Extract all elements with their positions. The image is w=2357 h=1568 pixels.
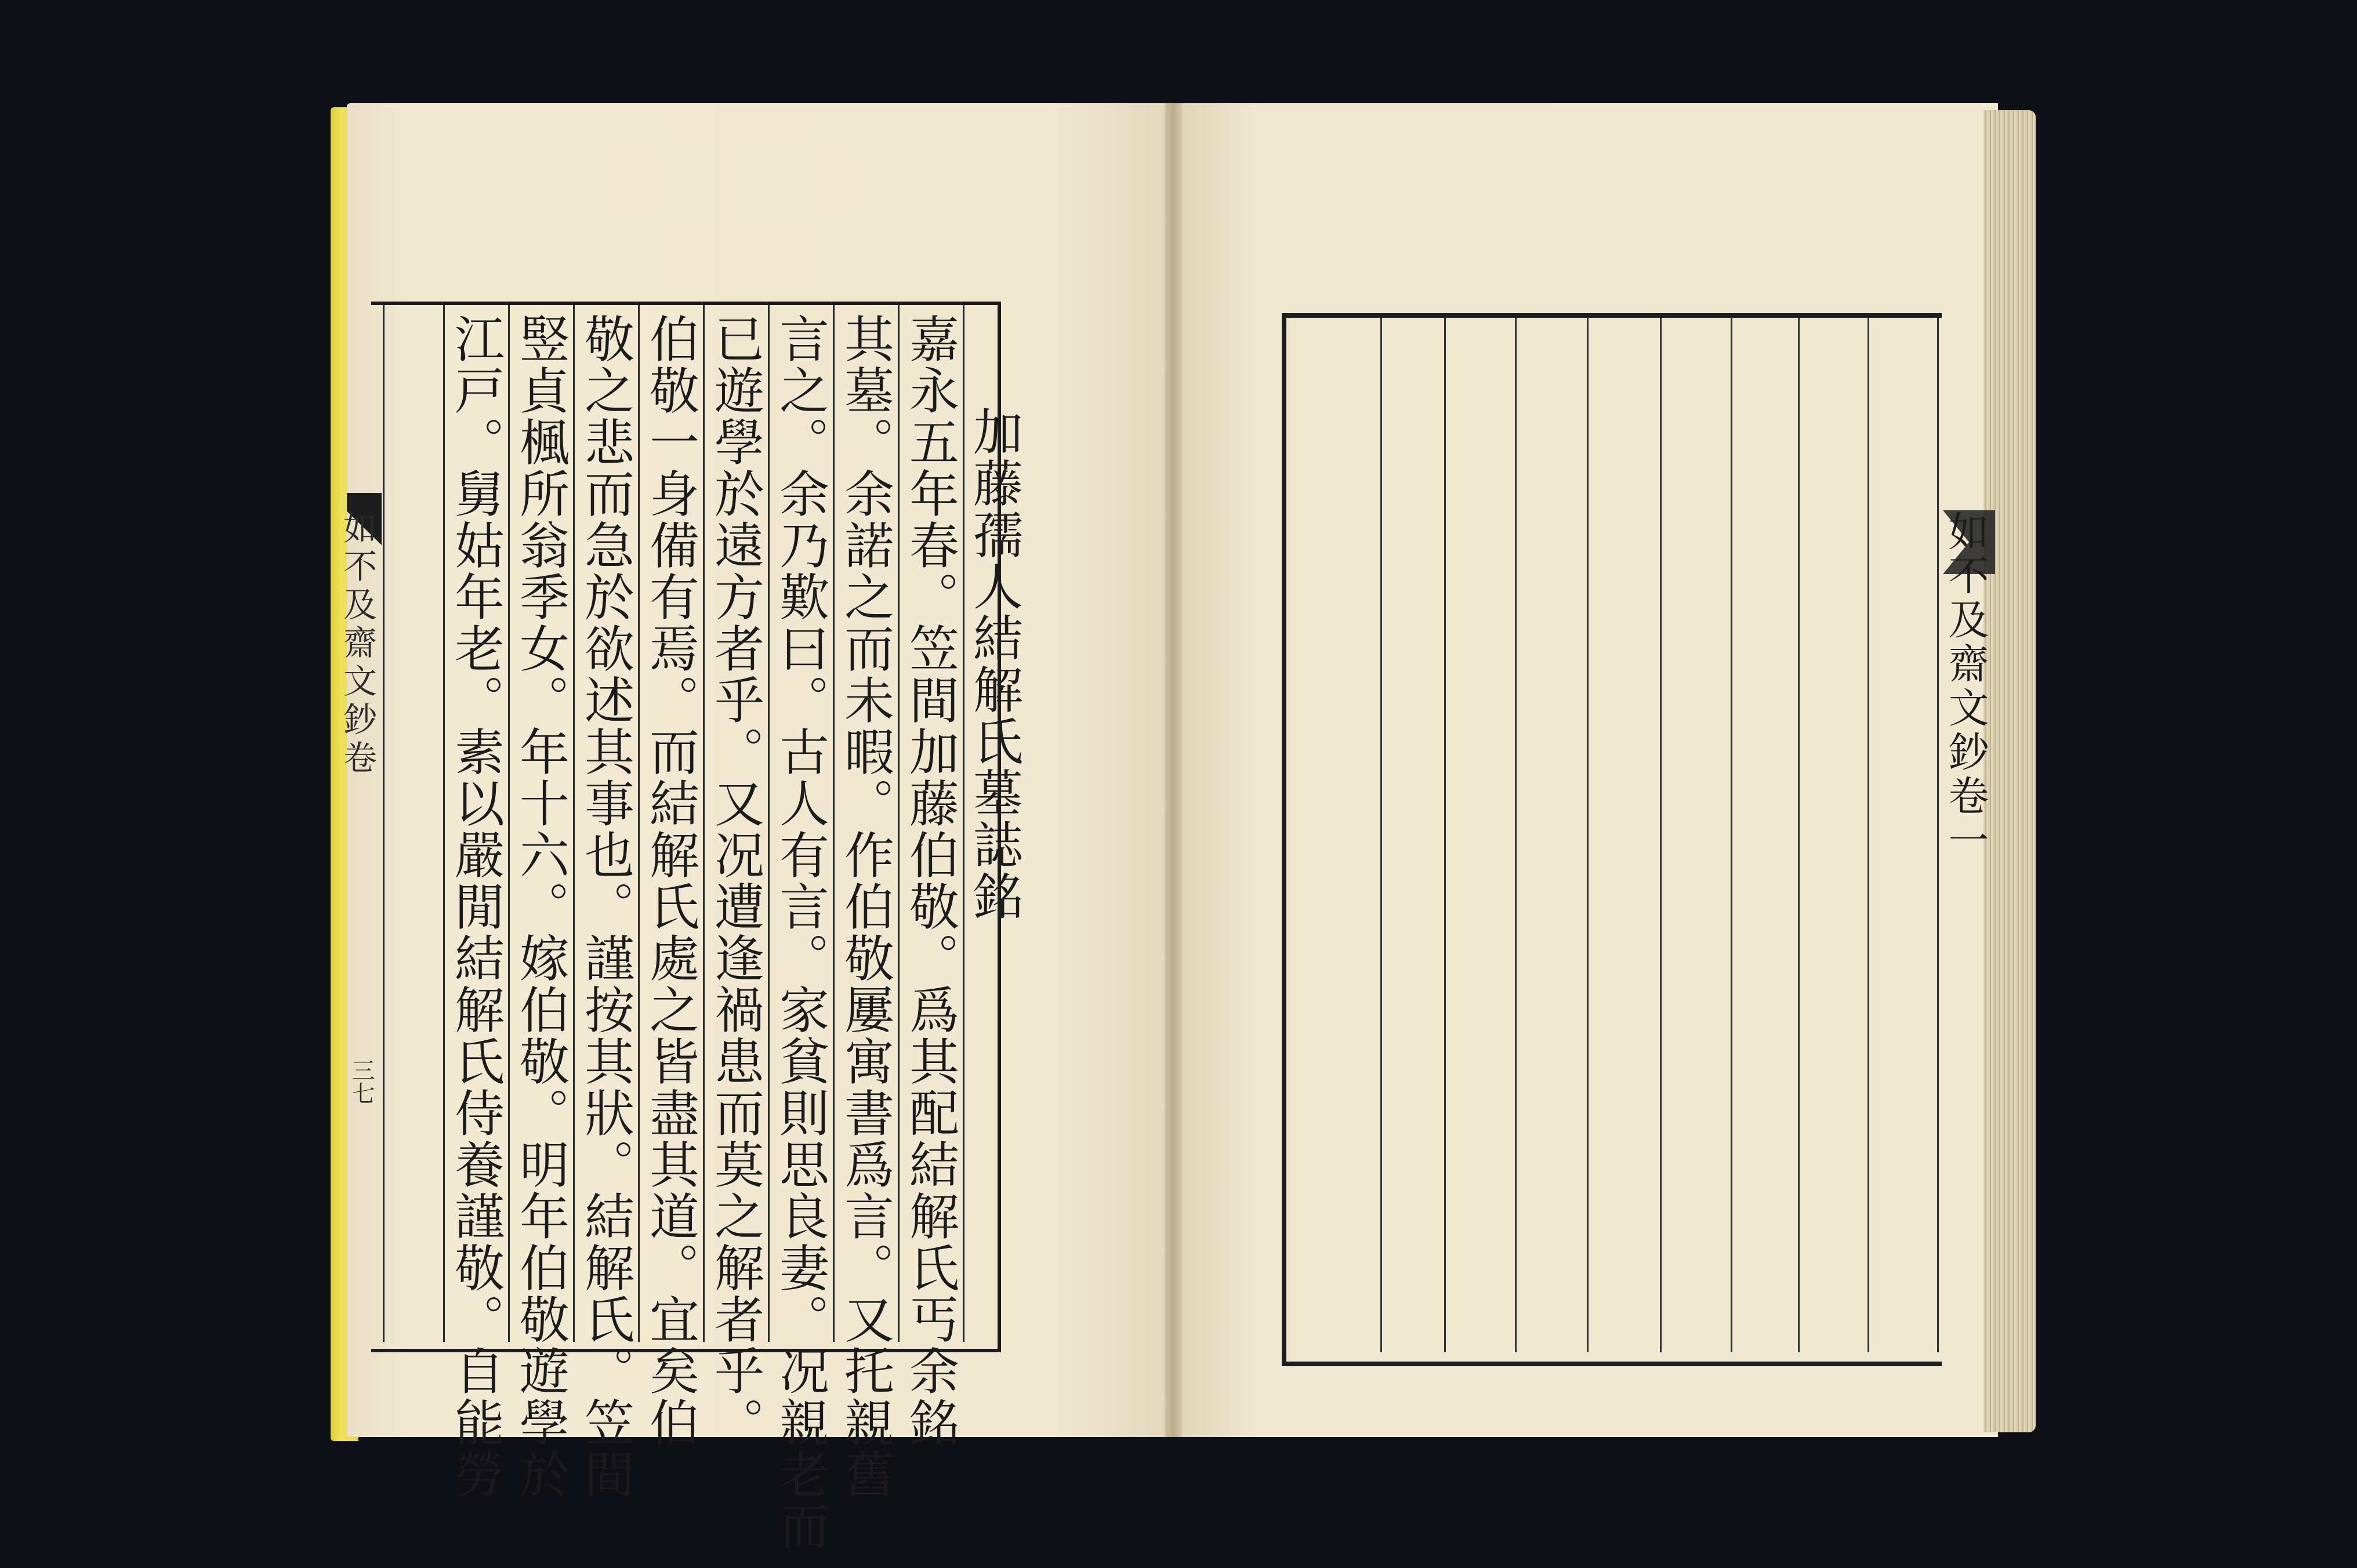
column-rule	[1515, 318, 1517, 1352]
column-rule	[768, 305, 770, 1342]
column-rule	[383, 305, 385, 1342]
text-column: 敬之悲而急於欲述其事也。謹按其狀。結解氏。笠間	[576, 313, 634, 1500]
column-rule	[833, 305, 835, 1342]
column-rule	[1587, 318, 1589, 1352]
text-column: 已遊學於遠方者乎。又况遭逢禍患而莫之解者乎。	[706, 313, 764, 1449]
column-rule	[898, 305, 900, 1342]
text-column: 伯敬一身備有焉。而結解氏處之皆盡其道。宜矣伯	[641, 313, 699, 1449]
text-column: 江戸。舅姑年老。素以嚴閒結解氏侍養謹敬。自能勞	[446, 313, 504, 1500]
column-rule	[1444, 318, 1446, 1352]
right-centre-title: 如不及齋文鈔卷一	[1942, 510, 1989, 863]
page-number: 三七	[348, 1058, 375, 1105]
book-gutter	[1165, 103, 1182, 1437]
column-rule	[1660, 318, 1662, 1352]
column-rule	[573, 305, 575, 1342]
text-column: 竪貞楓所翁季女。年十六。嫁伯敬。明年伯敬遊學於	[511, 313, 569, 1500]
column-rule	[703, 305, 705, 1342]
column-rule	[508, 305, 510, 1342]
text-column: 言之。余乃歎曰。古人有言。家貧則思良妻。况親老而	[771, 313, 829, 1552]
left-centre-title: 如不及齋文鈔卷	[338, 510, 377, 778]
column-rule	[1380, 318, 1382, 1352]
text-column-title: 加藤孺人結解氏墓誌銘	[964, 406, 1022, 922]
text-column: 其墓。余諾之而未暇。作伯敬屢寓書爲言。又托親舊	[836, 313, 894, 1500]
column-rule	[1731, 318, 1732, 1352]
column-rule	[638, 305, 640, 1342]
column-rule	[443, 305, 445, 1342]
column-rule	[1798, 318, 1800, 1352]
column-rule	[1868, 318, 1869, 1352]
text-column: 嘉永五年春。笠間加藤伯敬。爲其配結解氏丐余銘	[901, 313, 959, 1449]
